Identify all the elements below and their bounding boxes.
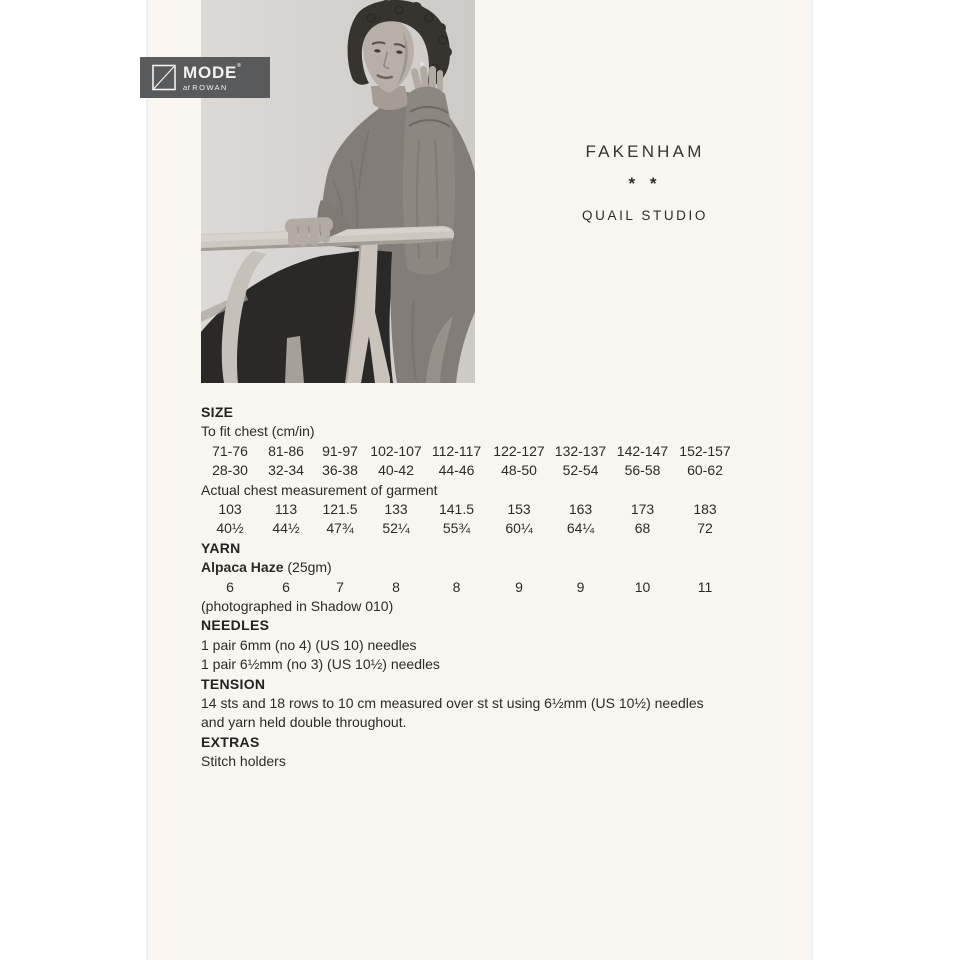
pattern-info: [201, 403, 741, 772]
yarn-name: Alpaca Haze: [201, 559, 284, 576]
actual-cm-row: 103 113 121.5 133 141.5 153 163 173 183: [218, 501, 717, 517]
needles-line: 1 pair 6mm (no 4) (US 10) needles: [201, 636, 417, 653]
earring: [420, 62, 423, 65]
actual-measurement-label: Actual chest measurement of garment: [201, 481, 438, 498]
model-raised-sleeve: [403, 87, 455, 275]
pattern-sheet: [146, 0, 813, 960]
logo-brand: MODE®: [183, 62, 242, 82]
registered-mark: ®: [237, 62, 242, 69]
mode-rowan-logo: [140, 57, 270, 98]
needles-line: 1 pair 6½mm (no 3) (US 10½) needles: [201, 656, 440, 673]
size-in-row: 28-30 32-34 36-38 40-42 44-46 48-50 52-54 56-58 60-62: [212, 462, 723, 479]
needles-heading: NEEDLES: [201, 617, 270, 634]
diagonal-square-icon: [152, 64, 176, 91]
size-heading: SIZE: [201, 404, 234, 420]
designer-name: QUAIL STUDIO: [582, 208, 708, 223]
extras-text: Stitch holders: [201, 753, 286, 770]
logo-sub-brand: at ROWAN: [183, 82, 228, 92]
actual-in-row: 40½ 44½ 47¾ 52¼ 55¾ 60¼ 64¼ 68 72: [216, 520, 713, 537]
yarn-quantity-row: 6 6 7 8 8 9 9 10 11: [226, 578, 713, 595]
extras-heading: EXTRAS: [201, 733, 260, 750]
difficulty-stars: * *: [628, 174, 662, 193]
tension-heading: TENSION: [201, 675, 266, 692]
tension-text: 14 sts and 18 rows to 10 cm measured over st st using 6½mm (US 10½) needles and yarn held double throughout.: [201, 695, 704, 731]
size-cm-row: 71-76 81-86 91-97 102-107 112-117 122-127 132-137 142-147 152-157: [212, 442, 731, 459]
yarn-heading: YARN: [201, 539, 241, 556]
yarn-weight: (25gm): [283, 559, 332, 576]
fit-label: To fit chest (cm/in): [201, 423, 315, 440]
yarn-name-line: [201, 558, 741, 577]
yarn-note: (photographed in Shadow 010): [201, 597, 394, 614]
pattern-title: FAKENHAM: [585, 142, 705, 161]
